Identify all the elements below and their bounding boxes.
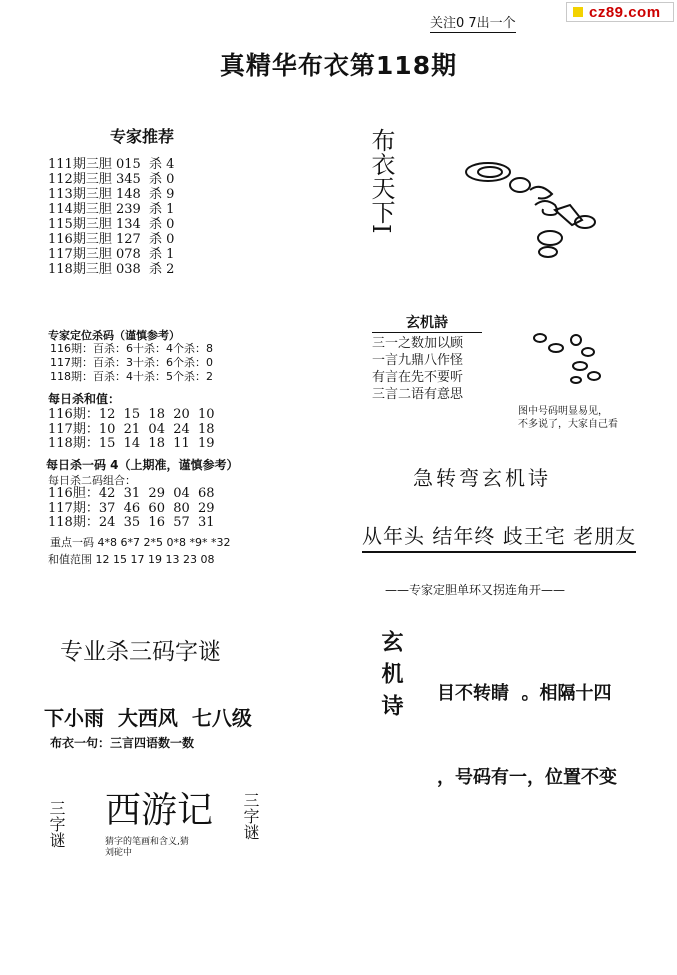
left-riddle-tag: 三字谜: [47, 800, 66, 848]
list-item: 117期：10 21 04 24 18: [48, 421, 215, 437]
riddle-big-word: 西游记: [105, 790, 214, 831]
daily-sum-heading: 每日杀和值：: [48, 392, 121, 406]
drawn-polygon-shape: [555, 205, 582, 225]
buyi-line: 布衣一句：三言四语数一数: [50, 736, 195, 750]
drawn-zero-shape: [549, 344, 563, 352]
list-item: 118期：15 14 18 11 19: [48, 436, 215, 451]
urgent-line: 从年头 结年终 歧王宅 老朋友: [362, 520, 636, 553]
riddle-note-line: 刘砣中: [105, 848, 133, 858]
site-watermark-badge: [566, 2, 674, 22]
mystic-poem-title: 玄机詩: [372, 312, 482, 333]
riddle-note: [105, 837, 189, 859]
position-kill-list: [50, 342, 213, 384]
xuanji-lines: [437, 624, 617, 820]
list-item: 116期：12 15 18 20 10: [48, 407, 215, 422]
drawn-zero-shape: [539, 247, 557, 257]
key-code-line: 重点一码 4*8 6*7 2*5 0*8 *9* *32: [50, 536, 231, 549]
list-item: 111期三胆 015 杀 4: [48, 157, 175, 172]
buyi-tianxia-text: 布衣天下I: [367, 128, 395, 234]
drawn-zero-shape: [534, 334, 546, 342]
expert-banner: ——专家定胆单环又拐连角开——: [385, 583, 566, 597]
drawn-zero-shape: [466, 163, 510, 181]
hidden-number-drawing-1: [460, 150, 610, 260]
list-item: 113期三胆 148 杀 9: [48, 187, 175, 202]
watermark-square-icon: [573, 7, 583, 17]
hidden-number-drawing-2: [528, 328, 608, 388]
follow-note: 关注0 7出一个: [430, 12, 516, 33]
sum-range-line: 和值范围 12 15 17 19 13 23 08: [48, 553, 215, 566]
drawn-zero-shape: [573, 362, 587, 370]
list-item: 114期三胆 239 杀 1: [48, 202, 175, 217]
drawn-curve-shape: [530, 187, 552, 199]
list-item: 118期三胆 038 杀 2: [48, 262, 175, 277]
drawn-zero-shape: [571, 335, 581, 345]
urgent-heading: 急转弯玄机诗: [413, 466, 551, 490]
mystic-poem-line: 一言九鼎八作怪: [372, 353, 464, 368]
mystic-poem-line: 三一之数加以顾: [372, 336, 464, 351]
riddle-heading: 专业杀三码字谜: [60, 639, 221, 665]
page-title: 真精华布衣第118期: [219, 51, 458, 80]
drawn-zero-shape: [571, 377, 581, 383]
xuanji-line: ，号码有一，位置不变: [437, 767, 617, 788]
image-note-line: 图中号码明显易见，: [518, 406, 608, 417]
drawn-zero-shape: [510, 178, 530, 192]
list-item: 116期三胆 127 杀 0: [48, 232, 175, 247]
daily-one-heading: 每日杀一码 4（上期准，谨慎参考）: [46, 458, 239, 472]
position-kill-heading: 专家定位杀码（谨慎参考）: [48, 329, 180, 342]
list-item: 118期：24 35 16 57 31: [48, 515, 215, 530]
list-item: 116胆：42 31 29 04 68: [48, 486, 215, 501]
image-note-line: 不多说了，大家自己看: [518, 419, 618, 430]
drawn-zero-inner: [478, 167, 502, 177]
list-item: 112期三胆 345 杀 0: [48, 172, 175, 187]
riddle-note-line: 猜字的笔画和含义,猜: [105, 837, 189, 847]
list-item: 117期：37 46 60 80 29: [48, 500, 215, 516]
daily-sum-list: [48, 408, 215, 452]
riddle-text: 下小雨 大西风 七八级: [44, 706, 252, 730]
list-item: 117期：百杀：3十杀：6个杀：0: [50, 356, 213, 369]
list-item: 118期：百杀：4十杀：5个杀：2: [50, 370, 213, 383]
expert-list: [48, 157, 174, 277]
drawn-zero-shape: [588, 372, 600, 380]
drawn-curve-shape: [535, 201, 557, 215]
list-item: 115期三胆 134 杀 0: [48, 217, 175, 232]
right-riddle-tag: 三字谜: [241, 792, 260, 840]
xuanji-line: 目不转睛 。相隔十四: [437, 683, 612, 704]
mystic-poem-box: [372, 312, 487, 404]
image-note: [518, 405, 618, 431]
mystic-poem-line: 三言二语有意思: [372, 387, 464, 402]
list-item: 116期：百杀：6十杀：4个杀：8: [50, 342, 213, 355]
xuanji-tag: 玄机诗: [378, 630, 403, 726]
drawn-zero-shape: [538, 231, 562, 245]
mystic-poem-line: 有言在先不要听: [372, 370, 464, 385]
daily-one-list: [48, 487, 215, 531]
drawn-zero-shape: [582, 348, 594, 356]
expert-heading: 专家推荐: [110, 127, 175, 146]
list-item: 117期三胆 078 杀 1: [48, 247, 175, 262]
daily-two-heading: 每日杀二码组合：: [48, 474, 136, 487]
watermark-text: cz89.com: [589, 3, 661, 21]
